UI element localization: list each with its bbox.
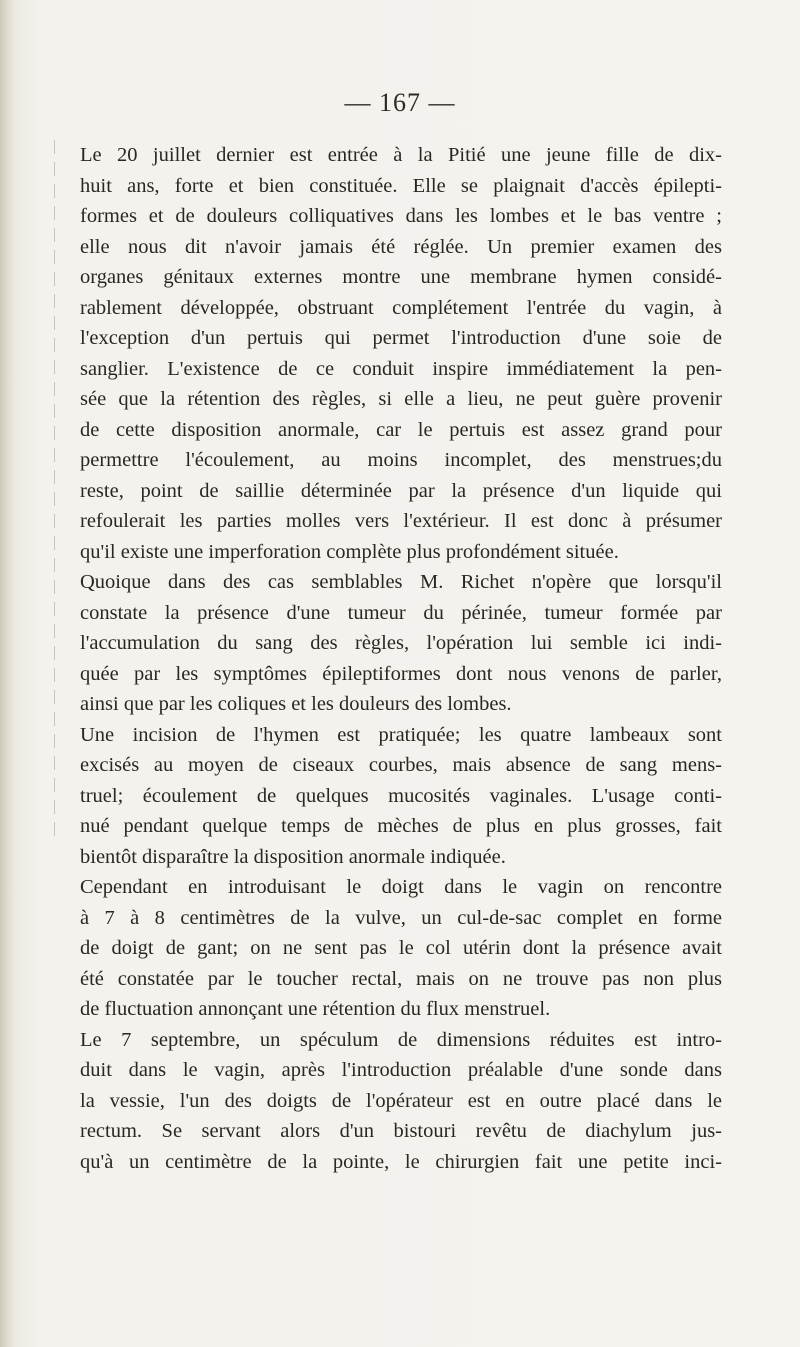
text-line: Cependant en introduisant le doigt dans le vagin on rencontre [80, 876, 722, 898]
text-line: constate la présence d'une tumeur du périnée, tumeur formée par [80, 601, 722, 624]
text-line: truel; écoulement de quelques mucosités vaginales. L'usage conti- [80, 784, 722, 807]
text-line: à 7 à 8 centimètres de la vulve, un cul-de-sac complet en forme [80, 906, 722, 929]
text-line: été constatée par le toucher rectal, mais on ne trouve pas non plus [80, 967, 722, 990]
text-line: excisés au moyen de ciseaux courbes, mais absence de sang mens- [80, 754, 722, 776]
text-line: qu'il existe une imperforation complète plus profondément située. [80, 540, 619, 563]
text-line: de cette disposition anormale, car le pertuis est assez grand pour [80, 418, 722, 441]
text-line: l'accumulation du sang des règles, l'opération lui semble ici indi- [80, 632, 722, 654]
text-line: quée par les symptômes épileptiformes dont nous venons de parler, [80, 662, 722, 685]
text-line: bientôt disparaître la disposition anormale indiquée. [80, 845, 506, 868]
text-line: rectum. Se servant alors d'un bistouri revêtu de diachylum jus- [80, 1120, 722, 1142]
text-line: Quoique dans des cas semblables M. Richet n'opère que lorsqu'il [80, 571, 722, 593]
binding-gutter [0, 0, 16, 1347]
body-text [80, 140, 722, 1177]
text-line: refoulerait les parties molles vers l'extérieur. Il est donc à présumer [80, 510, 722, 532]
text-line: la vessie, l'un des doigts de l'opérateur est en outre placé dans le [80, 1089, 722, 1112]
text-line: Le 20 juillet dernier est entrée à la Pitié une jeune fille de dix- [80, 144, 722, 166]
text-line: Le 7 septembre, un spéculum de dimensions réduites est intro- [80, 1028, 722, 1051]
text-line: huit ans, forte et bien constituée. Elle se plaignait d'accès épilepti- [80, 174, 722, 197]
text-line: rablement développée, obstruant complétement l'entrée du vagin, à [80, 296, 722, 319]
text-line: organes génitaux externes montre une membrane hymen considé- [80, 266, 722, 288]
text-line: formes et de douleurs colliquatives dans les lombes et le bas ventre ; [80, 205, 722, 227]
text-line: duit dans le vagin, après l'introduction préalable d'une sonde dans [80, 1059, 722, 1081]
text-line: nué pendant quelque temps de mèches de plus en plus grosses, fait [80, 815, 722, 837]
text-line: sée que la rétention des règles, si elle a lieu, ne peut guère provenir [80, 388, 722, 410]
text-line: reste, point de saillie déterminée par la présence d'un liquide qui [80, 479, 722, 502]
text-line: elle nous dit n'avoir jamais été réglée. Un premier examen des [80, 235, 722, 258]
text-line: l'exception d'un pertuis qui permet l'introduction d'une soie de [80, 327, 722, 349]
text-line: qu'à un centimètre de la pointe, le chirurgien fait une petite inci- [80, 1150, 722, 1173]
page-number: — 167 — [344, 88, 456, 117]
text-line: permettre l'écoulement, au moins incomplet, des menstrues;du [80, 449, 722, 471]
text-line: de fluctuation annonçant une rétention du flux menstruel. [80, 998, 551, 1020]
text-line: Une incision de l'hymen est pratiquée; les quatre lambeaux sont [80, 723, 722, 746]
text-line: ainsi que par les coliques et les douleurs des lombes. [80, 693, 512, 715]
text-line: de doigt de gant; on ne sent pas le col utérin dont la présence avait [80, 937, 722, 959]
text-line: sanglier. L'existence de ce conduit inspire immédiatement la pen- [80, 357, 722, 380]
margin-marks [54, 140, 55, 840]
